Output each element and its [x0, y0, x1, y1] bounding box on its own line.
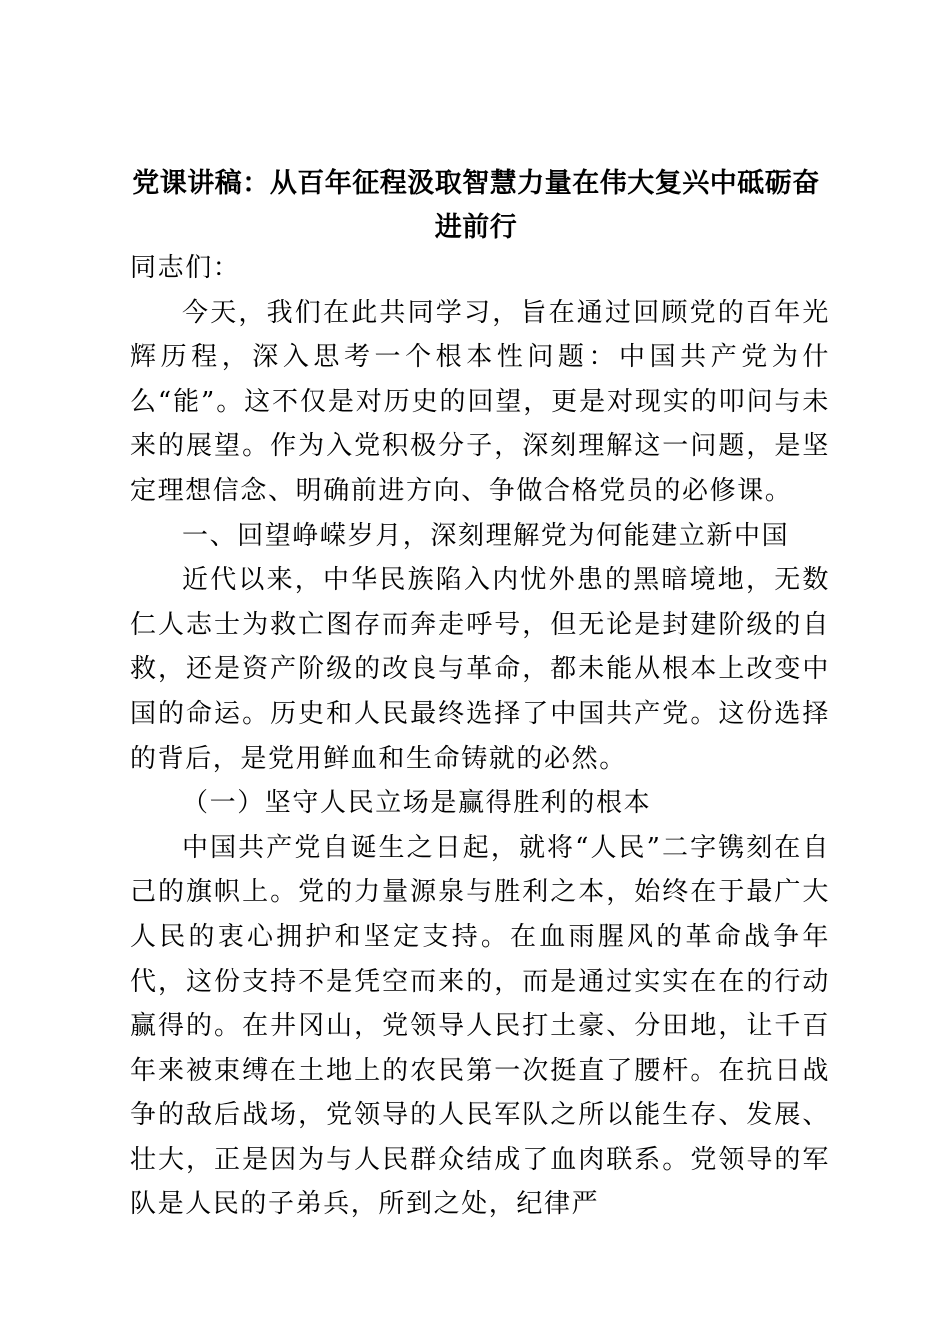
subsection-heading: （一）坚守人民立场是赢得胜利的根本: [182, 788, 652, 819]
section-heading: 一、回望峥嵘岁月，深刻理解党为何能建立新中国: [182, 520, 790, 551]
document-body: [130, 246, 830, 1227]
document-title: 党课讲稿：从百年征程汲取智慧力量在伟大复兴中砥砺奋进前行: [132, 168, 820, 243]
body-paragraph: 近代以来，中华民族陷入内忧外患的黑暗境地，无数仁人志士为救亡图存而奔走呼号，但无论是封建阶级的自救，还是资产阶级的改良与革命，都未能从根本上改变中国的命运。历史和人民最终选择了中国共产党。这份选择的背后，是党用鲜血和生命铸就的必然。: [130, 565, 830, 774]
body-paragraph: 中国共产党自诞生之日起，就将“人民”二字镌刻在自己的旗帜上。党的力量源泉与胜利之本，始终在于最广大人民的衷心拥护和坚定支持。在血雨腥风的革命战争年代，这份支持不是凭空而来的，而是通过实实在在的行动赢得的。在井冈山，党领导人民打土豪、分田地，让千百年来被束缚在土地上的农民第一次挺直了腰杆。在抗日战争的敌后战场，党领导的人民军队之所以能生存、发展、壮大，正是因为与人民群众结成了血肉联系。党领导的军队是人民的子弟兵，所到之处，纪律严: [130, 832, 830, 1220]
intro-paragraph: 今天，我们在此共同学习，旨在通过回顾党的百年光辉历程，深入思考一个根本性问题：中国共产党为什么“能”。这不仅是对历史的回望，更是对现实的叩问与未来的展望。作为入党积极分子，深刻理解这一问题，是坚定理想信念、明确前进方向、争做合格党员的必修课。: [130, 297, 830, 506]
salutation: 同志们：: [130, 253, 241, 283]
